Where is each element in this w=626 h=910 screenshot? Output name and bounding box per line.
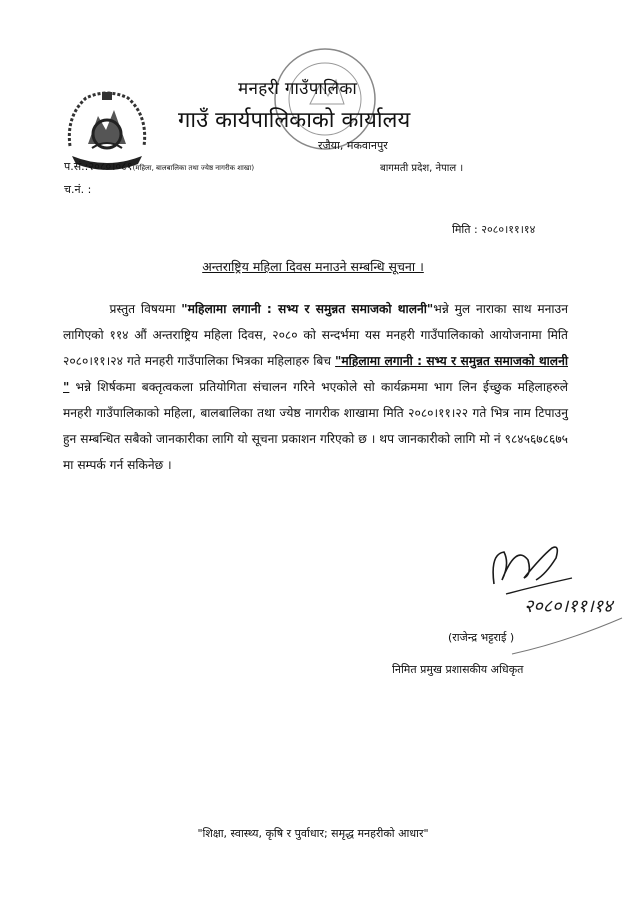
signatory-title: निमित प्रमुख प्रशासकीय अधिकृत <box>392 663 524 676</box>
letter-date: मिति : २०८०।११।१४ <box>452 223 536 236</box>
org-name: मनहरी गाउँपालिका <box>238 79 358 99</box>
dispatch-number: च.नं. : <box>64 183 92 196</box>
province: बागमती प्रदेश, नेपाल । <box>380 163 464 174</box>
designation-stamp-icon <box>506 612 626 662</box>
subject-text: अन्तराष्ट्रिय महिला दिवस मनाउने सम्बन्धि सूचना । <box>202 259 424 274</box>
footer-slogan: "शिक्षा, स्वास्थ्य, कृषि र पुर्वाधार; समृद्ध मनहरीको आधार" <box>197 827 429 840</box>
signature-icon <box>476 534 616 618</box>
office-address: रजैया, मकवानपुर <box>318 139 388 152</box>
signature-date: २०८०।११।१४ <box>524 596 613 617</box>
subject-line <box>0 258 626 275</box>
slogan-text: "महिलामा लगानी : सभ्य र समुन्नत समाजको थालनी" <box>181 302 434 316</box>
signatory-name: (राजेन्द्र भट्टराई ) <box>448 631 515 644</box>
reference-number <box>64 159 254 174</box>
office-name: गाउँ कार्यपालिकाको कार्यालय <box>178 108 411 133</box>
body-intro: प्रस्तुत विषयमा <box>109 302 182 316</box>
body-middle: भन्ने मुल नाराका साथ मनाउन लागिएको ११४ औं अन्तराष्ट्रिय महिला दिवस, २०८० को सन्दर्भमा यस मनहरी गाउँपालिकाको आयोजनामा मिति २०८०।११।२४ गते मनहरी गाउँपालिका भित्रका महिलाहरु बिच <box>63 302 568 368</box>
reference-number-note: (महिला, बालबालिका तथा ज्येष्ठ नागरीक शाखा) <box>132 164 255 172</box>
body-end: भन्ने शिर्षकमा बक्तृत्वकला प्रतियोगिता संचालन गरिने भएकोले सो कार्यक्रममा भाग लिन ईच्छुक महिलाहरुले मनहरी गाउँपालिकाको महिला, बालबालिका तथा ज्येष्ठ नागरीक शाखामा मिति २०८०।११।२२ गते भित्र नाम टिपाउनु हुन सम्बन्धित सबैको जानकारीका लागि यो सूचना प्रकाशन गरिएको छ । थप जानकारीको लागि मो नं ९८४५६७८६७५ मा सम्पर्क गर्न सकिनेछ । <box>63 380 568 472</box>
competition-title: "महिलामा लगानी : सभ्य र समुन्नत समाजको थालनी " <box>63 354 568 394</box>
reference-number-value: प.सं.:२०८०।०८१ <box>64 160 133 173</box>
body-paragraph <box>63 296 568 478</box>
